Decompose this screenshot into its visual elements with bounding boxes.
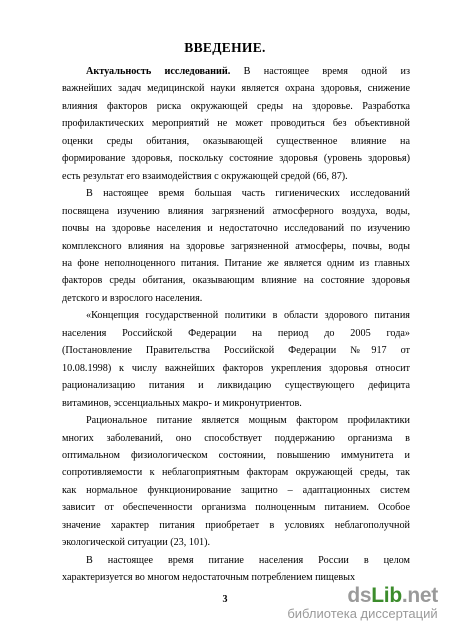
text-line: оптимальном физиологическом состоянии, повышению иммунитета и xyxy=(62,449,410,461)
text-line: посвящена изучению влияния загрязнений атмосферного воздуха, воды, xyxy=(62,205,410,217)
text-line: комплексного влияния на здоровье загрязненной атмосферы, почвы, воды xyxy=(62,240,410,252)
text-line: (Постановление Правительства Российской Федерации №917 от xyxy=(62,345,410,357)
text-line: многих заболеваний, оно способствует поддержанию организма в xyxy=(62,432,410,444)
text-line: рационализацию питания и ликвидацию существующего дефицита xyxy=(62,380,410,392)
text-line: профилактических мероприятий не может проводиться без объективной xyxy=(62,118,410,130)
text-line: 10.08.1998) к числу важнейших факторов укрепления здоровья относит xyxy=(62,362,410,374)
text-line: влияния факторов риска окружающей среды на здоровье. Разработка xyxy=(62,100,410,112)
dslib-watermark xyxy=(287,584,438,621)
paragraph xyxy=(62,63,410,185)
text-line: факторов среды обитания, оказывающим влияние на состояние здоровья xyxy=(62,275,410,287)
text-line: есть результат его взаимодействия с окружающей средой (66, 87). xyxy=(62,170,348,182)
paragraph xyxy=(62,185,410,307)
text-line: как нормальное функционирование защитно – адаптационных систем xyxy=(62,484,410,496)
text-line: на фоне неполноценного питания. Питание же является одним из главных xyxy=(62,257,410,269)
dslib-logo: dsLib.net xyxy=(347,584,438,607)
text-line: экологической ситуации (23, 101). xyxy=(62,537,211,549)
watermark-subtitle: библиотека диссертаций xyxy=(287,606,438,621)
text-line: Рациональное питание является мощным фактором профилактики xyxy=(86,415,410,427)
paragraph xyxy=(62,412,410,552)
paragraph xyxy=(62,307,410,412)
document-body xyxy=(62,63,410,587)
text-line: В настоящее время большая часть гигиенических исследований xyxy=(86,188,410,200)
text-line: сопротивляемости к неблагоприятным факторам окружающей среды, так xyxy=(62,467,410,479)
text-line: зависит от обеспеченности организма полноценным питанием. Особое xyxy=(62,502,410,514)
text-line: «Концепция государственной политики в области здорового питания xyxy=(86,310,410,322)
text-line: характеризуется во многом недостаточным потреблением пищевых xyxy=(62,572,356,584)
text-line: Актуальность исследований. В настоящее время одной из xyxy=(86,66,410,77)
page-number: 3 xyxy=(222,594,228,605)
lead-heading: Актуальность исследований. xyxy=(86,66,231,77)
text-line: населения Российской Федерации на период до 2005 года» xyxy=(62,327,410,339)
text-line: формирование здоровья, поскольку состояние здоровья (уровень здоровья) xyxy=(62,153,410,165)
page-title: ВВЕДЕНИЕ. xyxy=(184,40,266,55)
paragraph xyxy=(62,552,410,587)
text-line: витаминов, эссенциальных макро- и микронутриентов. xyxy=(62,397,302,409)
text-line: детского и взрослого населения. xyxy=(62,292,203,304)
text-line: В настоящее время питание населения России в целом xyxy=(86,554,410,566)
text-line: важнейших задач медицинской науки является охрана здоровья, снижение xyxy=(62,83,410,95)
text-line: почвы на здоровье населения и недостаточно исследований по изучению xyxy=(62,223,410,235)
text-line: оценки среды обитания, оказывающей существенное влияние на xyxy=(62,135,410,147)
text-line: значение характер питания приобретает в условиях неблагополучной xyxy=(62,519,410,531)
